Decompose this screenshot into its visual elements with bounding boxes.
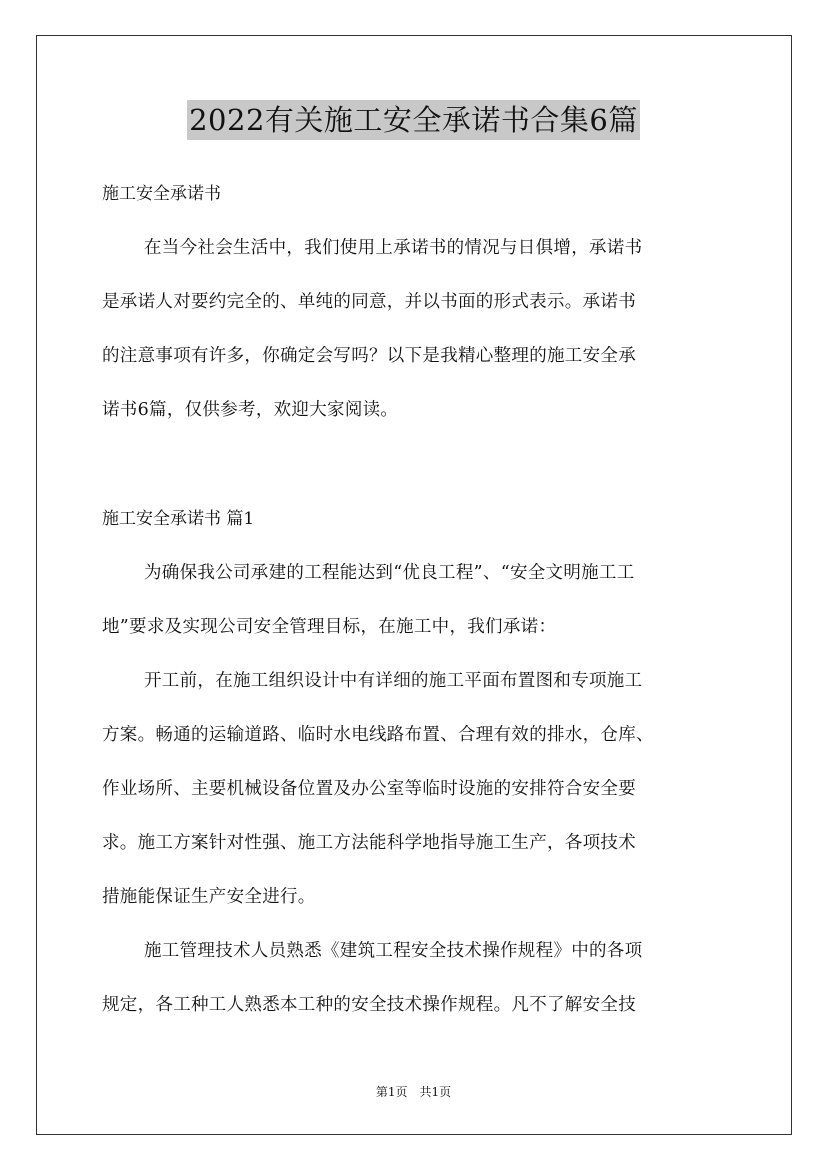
page-number: 第1页 共1页: [375, 1085, 452, 1099]
intro-line-2: 是承诺人对要约完全的、单纯的同意，并以书面的形式表示。承诺书: [102, 292, 636, 312]
section1-line-9: 规定，各工种工人熟悉本工种的安全技术操作规程。凡不了解安全技: [102, 995, 636, 1015]
intro-line-3: 的注意事项有许多，你确定会写吗？以下是我精心整理的施工安全承: [102, 346, 636, 366]
document-title: 2022有关施工安全承诺书合集6篇: [187, 100, 640, 140]
title-container: [0, 100, 827, 140]
section1-line-1: 为确保我公司承建的工程能达到“优良工程”、“安全文明施工工: [144, 563, 635, 583]
section1-line-5: 作业场所、主要机械设备位置及办公室等临时设施的安排符合安全要: [102, 779, 636, 799]
section1-line-8: 施工管理技术人员熟悉《建筑工程安全技术操作规程》中的各项: [144, 941, 643, 961]
section1-heading: 施工安全承诺书 篇1: [102, 509, 255, 529]
intro-line-1: 在当今社会生活中，我们使用上承诺书的情况与日俱增，承诺书: [144, 238, 643, 258]
intro-heading: 施工安全承诺书: [102, 184, 221, 204]
section1-line-4: 方案。畅通的运输道路、临时水电线路布置、合理有效的排水，仓库、: [102, 725, 654, 745]
section1-line-6: 求。施工方案针对性强、施工方法能科学地指导施工生产，各项技术: [102, 833, 636, 853]
intro-line-4: 诺书6篇，仅供参考，欢迎大家阅读。: [102, 400, 399, 420]
section1-line-3: 开工前，在施工组织设计中有详细的施工平面布置图和专项施工: [144, 671, 643, 691]
section1-line-2: 地”要求及实现公司安全管理目标，在施工中，我们承诺：: [102, 617, 557, 637]
section1-line-7: 措施能保证生产安全进行。: [102, 887, 316, 907]
